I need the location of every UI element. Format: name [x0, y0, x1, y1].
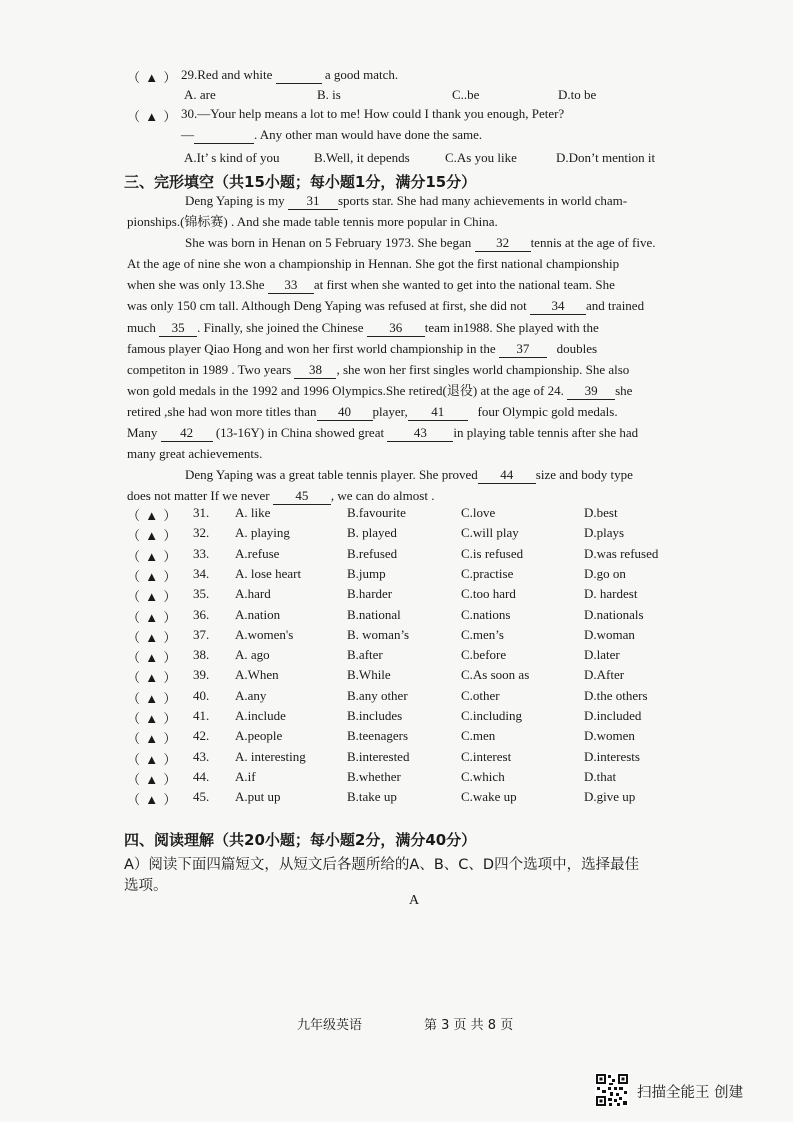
- section-4-heading: 四、阅读理解（共20小题；每小题2分，满分40分）: [124, 831, 477, 849]
- option-a: A. ago: [235, 647, 270, 663]
- answer-mark: （ ▲ ）: [127, 690, 178, 706]
- option-c: C.too hard: [461, 586, 516, 602]
- option-c: C.will play: [461, 525, 519, 541]
- option-d: D.go on: [584, 565, 626, 581]
- passage-line: won gold medals in the 1992 and 1996 Olympics.She retired(退役) at the age of 24. 39 she: [127, 383, 633, 398]
- option-a: A.refuse: [235, 545, 280, 561]
- option-c: C.men: [461, 728, 496, 744]
- q30-option-a: A.It’ s kind of you: [184, 150, 280, 165]
- q30-option-b: B.Well, it depends: [314, 150, 410, 165]
- option-a: A.any: [235, 687, 267, 703]
- passage-line: Deng Yaping is my 31 sports star. She had many achievements in world cham-: [185, 193, 628, 208]
- option-b: B.teenagers: [347, 728, 409, 744]
- option-a: A.women's: [235, 626, 294, 642]
- passage-line: retired ,she had won more titles than 40 player, 41 four Olympic gold medals.: [127, 404, 618, 419]
- question-number: 40.: [193, 687, 210, 703]
- q29-option-d: D.to be: [558, 87, 597, 102]
- section-3-heading: 三、完形填空（共15小题；每小题1分，满分15分）: [124, 173, 477, 191]
- option-b: B.favourite: [347, 505, 406, 520]
- option-b: B.interested: [347, 748, 410, 764]
- option-a: A.When: [235, 667, 279, 683]
- question-number: 32.: [193, 525, 210, 541]
- option-d: D.women: [584, 728, 635, 744]
- answer-mark: （ ▲ ）: [127, 548, 178, 564]
- answer-mark: （ ▲ ）: [127, 792, 178, 808]
- section-4-instructions: A）阅读下面四篇短文，从短文后各题所给的A、B、C、D四个选项中，选择最佳: [124, 857, 640, 873]
- option-c: C.before: [461, 647, 507, 663]
- passage-label: A: [409, 893, 420, 908]
- passage-line: competiton in 1989 . Two years 38 , she won her first singles world championship. She also: [127, 362, 630, 377]
- option-d: D.best: [584, 505, 618, 520]
- question-number: 31.: [193, 505, 210, 520]
- option-b: B.refused: [347, 545, 398, 561]
- passage-line: famous player Qiao Hong and won her first world championship in the 37 doubles: [127, 341, 598, 356]
- option-a: A. playing: [235, 525, 290, 541]
- option-a: A.hard: [235, 586, 271, 602]
- question-30-stem: 30.—Your help means a lot to me! How could I thank you enough, Peter?: [181, 106, 565, 121]
- q30-option-c: C.As you like: [445, 150, 517, 165]
- option-d: D.the others: [584, 687, 648, 703]
- option-a: A.put up: [235, 789, 281, 805]
- section-4-instructions-cont: 选项。: [124, 878, 168, 894]
- option-a: A.nation: [235, 606, 281, 622]
- option-b: B.any other: [347, 687, 408, 703]
- option-c: C.nations: [461, 606, 511, 622]
- option-d: D.give up: [584, 789, 636, 805]
- answer-mark: （ ▲ ）: [127, 670, 178, 686]
- passage-line: when she was only 13.She 33 at first when she wanted to get into the national team. She: [127, 277, 615, 292]
- question-number: 34.: [193, 565, 210, 581]
- passage-line: At the age of nine she won a championship in Hennan. She got the first national championship: [127, 256, 620, 271]
- answer-mark: （ ▲ ）: [127, 711, 178, 726]
- option-b: B.take up: [347, 789, 397, 805]
- question-number: 38.: [193, 647, 210, 663]
- answer-mark: （ ▲ ）: [127, 650, 178, 666]
- question-number: 45.: [193, 789, 210, 805]
- answer-mark: （ ▲ ）: [127, 629, 178, 645]
- option-a: A.include: [235, 708, 286, 723]
- answer-mark: （ ▲ ）: [127, 528, 178, 544]
- q29-option-a: A. are: [184, 87, 216, 102]
- option-b: B.jump: [347, 565, 386, 581]
- q29-option-c: C..be: [452, 87, 480, 102]
- answer-mark: （ ▲ ）: [127, 771, 178, 787]
- passage-line: pionships.(锦标赛) . And she made table tennis more popular in China.: [127, 214, 498, 229]
- q30-option-d: D.Don’t mention it: [556, 150, 656, 165]
- footer-subject: 九年级英语: [297, 1018, 363, 1033]
- option-b: B.whether: [347, 768, 401, 784]
- option-d: D.plays: [584, 525, 625, 541]
- question-number: 36.: [193, 606, 210, 622]
- option-d: D.woman: [584, 626, 635, 642]
- option-c: C.interest: [461, 748, 512, 764]
- option-c: C.which: [461, 768, 505, 784]
- question-29-stem: 29.Red and white a good match.: [181, 67, 399, 82]
- passage-line: does not matter If we never 45 , we can do almost .: [127, 488, 435, 503]
- option-d: D.later: [584, 647, 620, 663]
- option-c: C.wake up: [461, 789, 517, 805]
- option-c: C.is refused: [461, 545, 524, 561]
- option-d: D. hardest: [584, 586, 638, 602]
- answer-mark: （ ▲ ）: [127, 70, 178, 85]
- question-number: 39.: [193, 667, 210, 683]
- option-b: B. woman’s: [347, 626, 410, 642]
- option-c: C.other: [461, 687, 500, 703]
- option-b: B.national: [347, 606, 401, 622]
- passage-line: many great achievements.: [127, 446, 263, 461]
- option-c: C.practise: [461, 565, 514, 581]
- option-b: B. played: [347, 525, 397, 541]
- passage-line: much 35 . Finally, she joined the Chinese 36 team in1988. She played with the: [127, 320, 599, 335]
- answer-mark: （ ▲ ）: [127, 609, 178, 625]
- option-b: B.includes: [347, 708, 403, 723]
- option-a: A. interesting: [235, 748, 306, 764]
- option-d: D.was refused: [584, 545, 659, 561]
- question-number: 43.: [193, 748, 210, 764]
- passage-line: Many 42 (13-16Y) in China showed great 43 in playing table tennis after she had: [127, 425, 639, 440]
- question-30-reply: — . Any other man would have done the same.: [181, 127, 483, 142]
- question-number: 41.: [193, 708, 210, 723]
- q29-option-b: B. is: [317, 87, 341, 102]
- option-d: D.included: [584, 708, 642, 723]
- question-number: 42.: [193, 728, 210, 744]
- question-number: 44.: [193, 768, 210, 784]
- option-d: D.nationals: [584, 606, 644, 622]
- option-d: D.that: [584, 768, 617, 784]
- option-a: A.if: [235, 768, 256, 784]
- option-b: B.While: [347, 667, 391, 683]
- option-c: C.including: [461, 708, 523, 723]
- option-d: D.After: [584, 667, 625, 683]
- question-number: 35.: [193, 586, 210, 602]
- answer-mark: （ ▲ ）: [127, 731, 178, 747]
- answer-mark: （ ▲ ）: [127, 751, 178, 767]
- passage-line: She was born in Henan on 5 February 1973. She began 32 tennis at the age of five.: [185, 235, 656, 250]
- option-c: C.As soon as: [461, 667, 530, 683]
- option-b: B.harder: [347, 586, 393, 602]
- question-number: 33.: [193, 545, 210, 561]
- scanner-watermark-text: 扫描全能王 创建: [637, 1085, 744, 1101]
- qr-code-icon: [595, 1073, 629, 1107]
- option-b: B.after: [347, 647, 383, 663]
- answer-mark: （ ▲ ）: [127, 589, 178, 605]
- option-d: D.interests: [584, 748, 640, 764]
- option-c: C.men’s: [461, 626, 504, 642]
- option-c: C.love: [461, 505, 496, 520]
- question-number: 37.: [193, 626, 210, 642]
- passage-line: was only 150 cm tall. Although Deng Yaping was refused at first, she did not 34 and trained: [127, 298, 645, 313]
- answer-mark: （ ▲ ）: [127, 109, 178, 124]
- answer-mark: （ ▲ ）: [127, 568, 178, 584]
- option-a: A. like: [235, 505, 271, 520]
- option-a: A.people: [235, 728, 283, 744]
- passage-line: Deng Yaping was a great table tennis player. She proved 44 size and body type: [185, 467, 633, 482]
- footer-page-number: 第 3 页 共 8 页: [424, 1018, 514, 1033]
- option-a: A. lose heart: [235, 565, 302, 581]
- answer-mark: （ ▲ ）: [127, 508, 178, 523]
